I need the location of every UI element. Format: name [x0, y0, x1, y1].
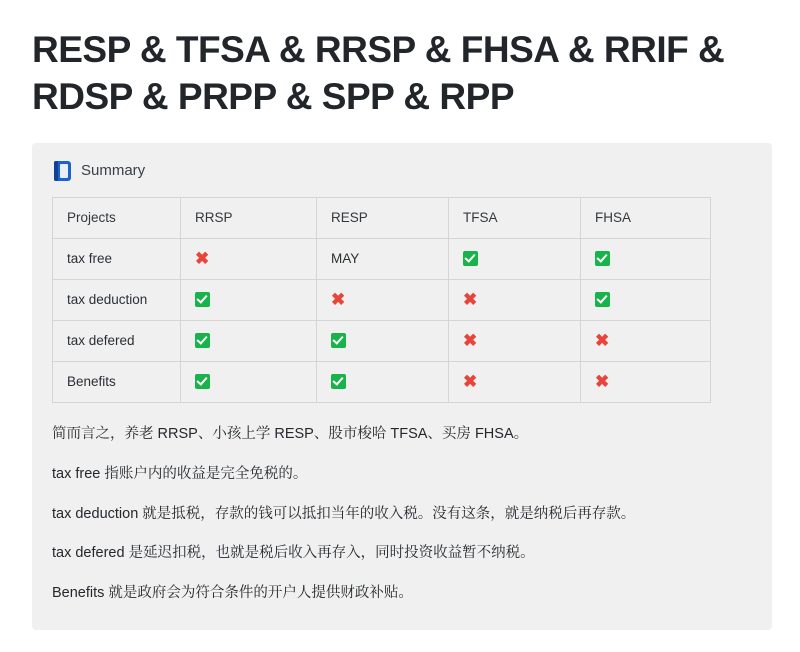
column-header-projects: Projects — [53, 197, 181, 238]
red-cross-icon: ✖ — [595, 331, 610, 351]
row-label: tax free — [53, 238, 181, 279]
cross-icon — [449, 320, 581, 361]
table-header-row — [53, 197, 711, 238]
blue-book-icon — [54, 161, 71, 181]
red-cross-icon: ✖ — [595, 372, 610, 392]
check-icon — [449, 238, 581, 279]
green-check-icon — [595, 292, 610, 307]
column-header-rrsp: RRSP — [181, 197, 317, 238]
green-check-icon — [463, 251, 478, 266]
green-check-icon — [195, 292, 210, 307]
cross-icon — [581, 320, 711, 361]
row-label: tax defered — [53, 320, 181, 361]
red-cross-icon: ✖ — [195, 249, 210, 269]
note-paragraph: tax defered 是延迟扣税，也就是税后收入再存入，同时投资收益暂不纳税。 — [52, 545, 535, 562]
cell-text — [317, 238, 449, 279]
red-cross-icon: ✖ — [463, 290, 478, 310]
cross-icon — [581, 361, 711, 402]
column-header-resp: RESP — [317, 197, 449, 238]
red-cross-icon: ✖ — [463, 372, 478, 392]
green-check-icon — [195, 374, 210, 389]
table-row — [53, 361, 711, 402]
note-paragraph: Benefits 就是政府会为符合条件的开户人提供财政补贴。 — [52, 585, 413, 602]
red-cross-icon: ✖ — [331, 290, 346, 310]
cell-value: MAY — [331, 251, 360, 267]
check-icon — [317, 361, 449, 402]
cross-icon — [449, 361, 581, 402]
green-check-icon — [331, 333, 346, 348]
summary-notes — [52, 423, 752, 607]
check-icon — [317, 320, 449, 361]
check-icon — [181, 279, 317, 320]
check-icon — [581, 238, 711, 279]
green-check-icon — [595, 251, 610, 266]
table-row — [53, 238, 711, 279]
note-paragraph: tax deduction 就是抵税，存款的钱可以抵扣当年的收入税。没有这条，就是纳税后再存款。 — [52, 505, 636, 522]
summary-card — [32, 143, 772, 631]
check-icon — [181, 361, 317, 402]
column-header-tfsa: TFSA — [449, 197, 581, 238]
cross-icon — [181, 238, 317, 279]
note-paragraph: 简而言之，养老 RRSP、小孩上学 RESP、股市梭哈 TFSA、买房 FHSA。 — [52, 425, 529, 442]
page-title: RESP & TFSA & RRSP & FHSA & RRIF & RDSP & PRPP & SPP & RPP — [32, 29, 725, 118]
row-label: tax deduction — [53, 279, 181, 320]
red-cross-icon: ✖ — [463, 331, 478, 351]
check-icon — [181, 320, 317, 361]
cross-icon — [449, 279, 581, 320]
cross-icon — [317, 279, 449, 320]
table-row — [53, 320, 711, 361]
table-header — [53, 197, 711, 238]
green-check-icon — [331, 374, 346, 389]
table-body — [53, 238, 711, 402]
summary-header — [54, 161, 752, 181]
check-icon — [581, 279, 711, 320]
table-row — [53, 279, 711, 320]
row-label: Benefits — [53, 361, 181, 402]
column-header-fhsa: FHSA — [581, 197, 711, 238]
summary-label: Summary — [81, 162, 146, 180]
note-paragraph: tax free 指账户内的收益是完全免税的。 — [52, 465, 308, 482]
green-check-icon — [195, 333, 210, 348]
summary-table — [52, 197, 711, 403]
